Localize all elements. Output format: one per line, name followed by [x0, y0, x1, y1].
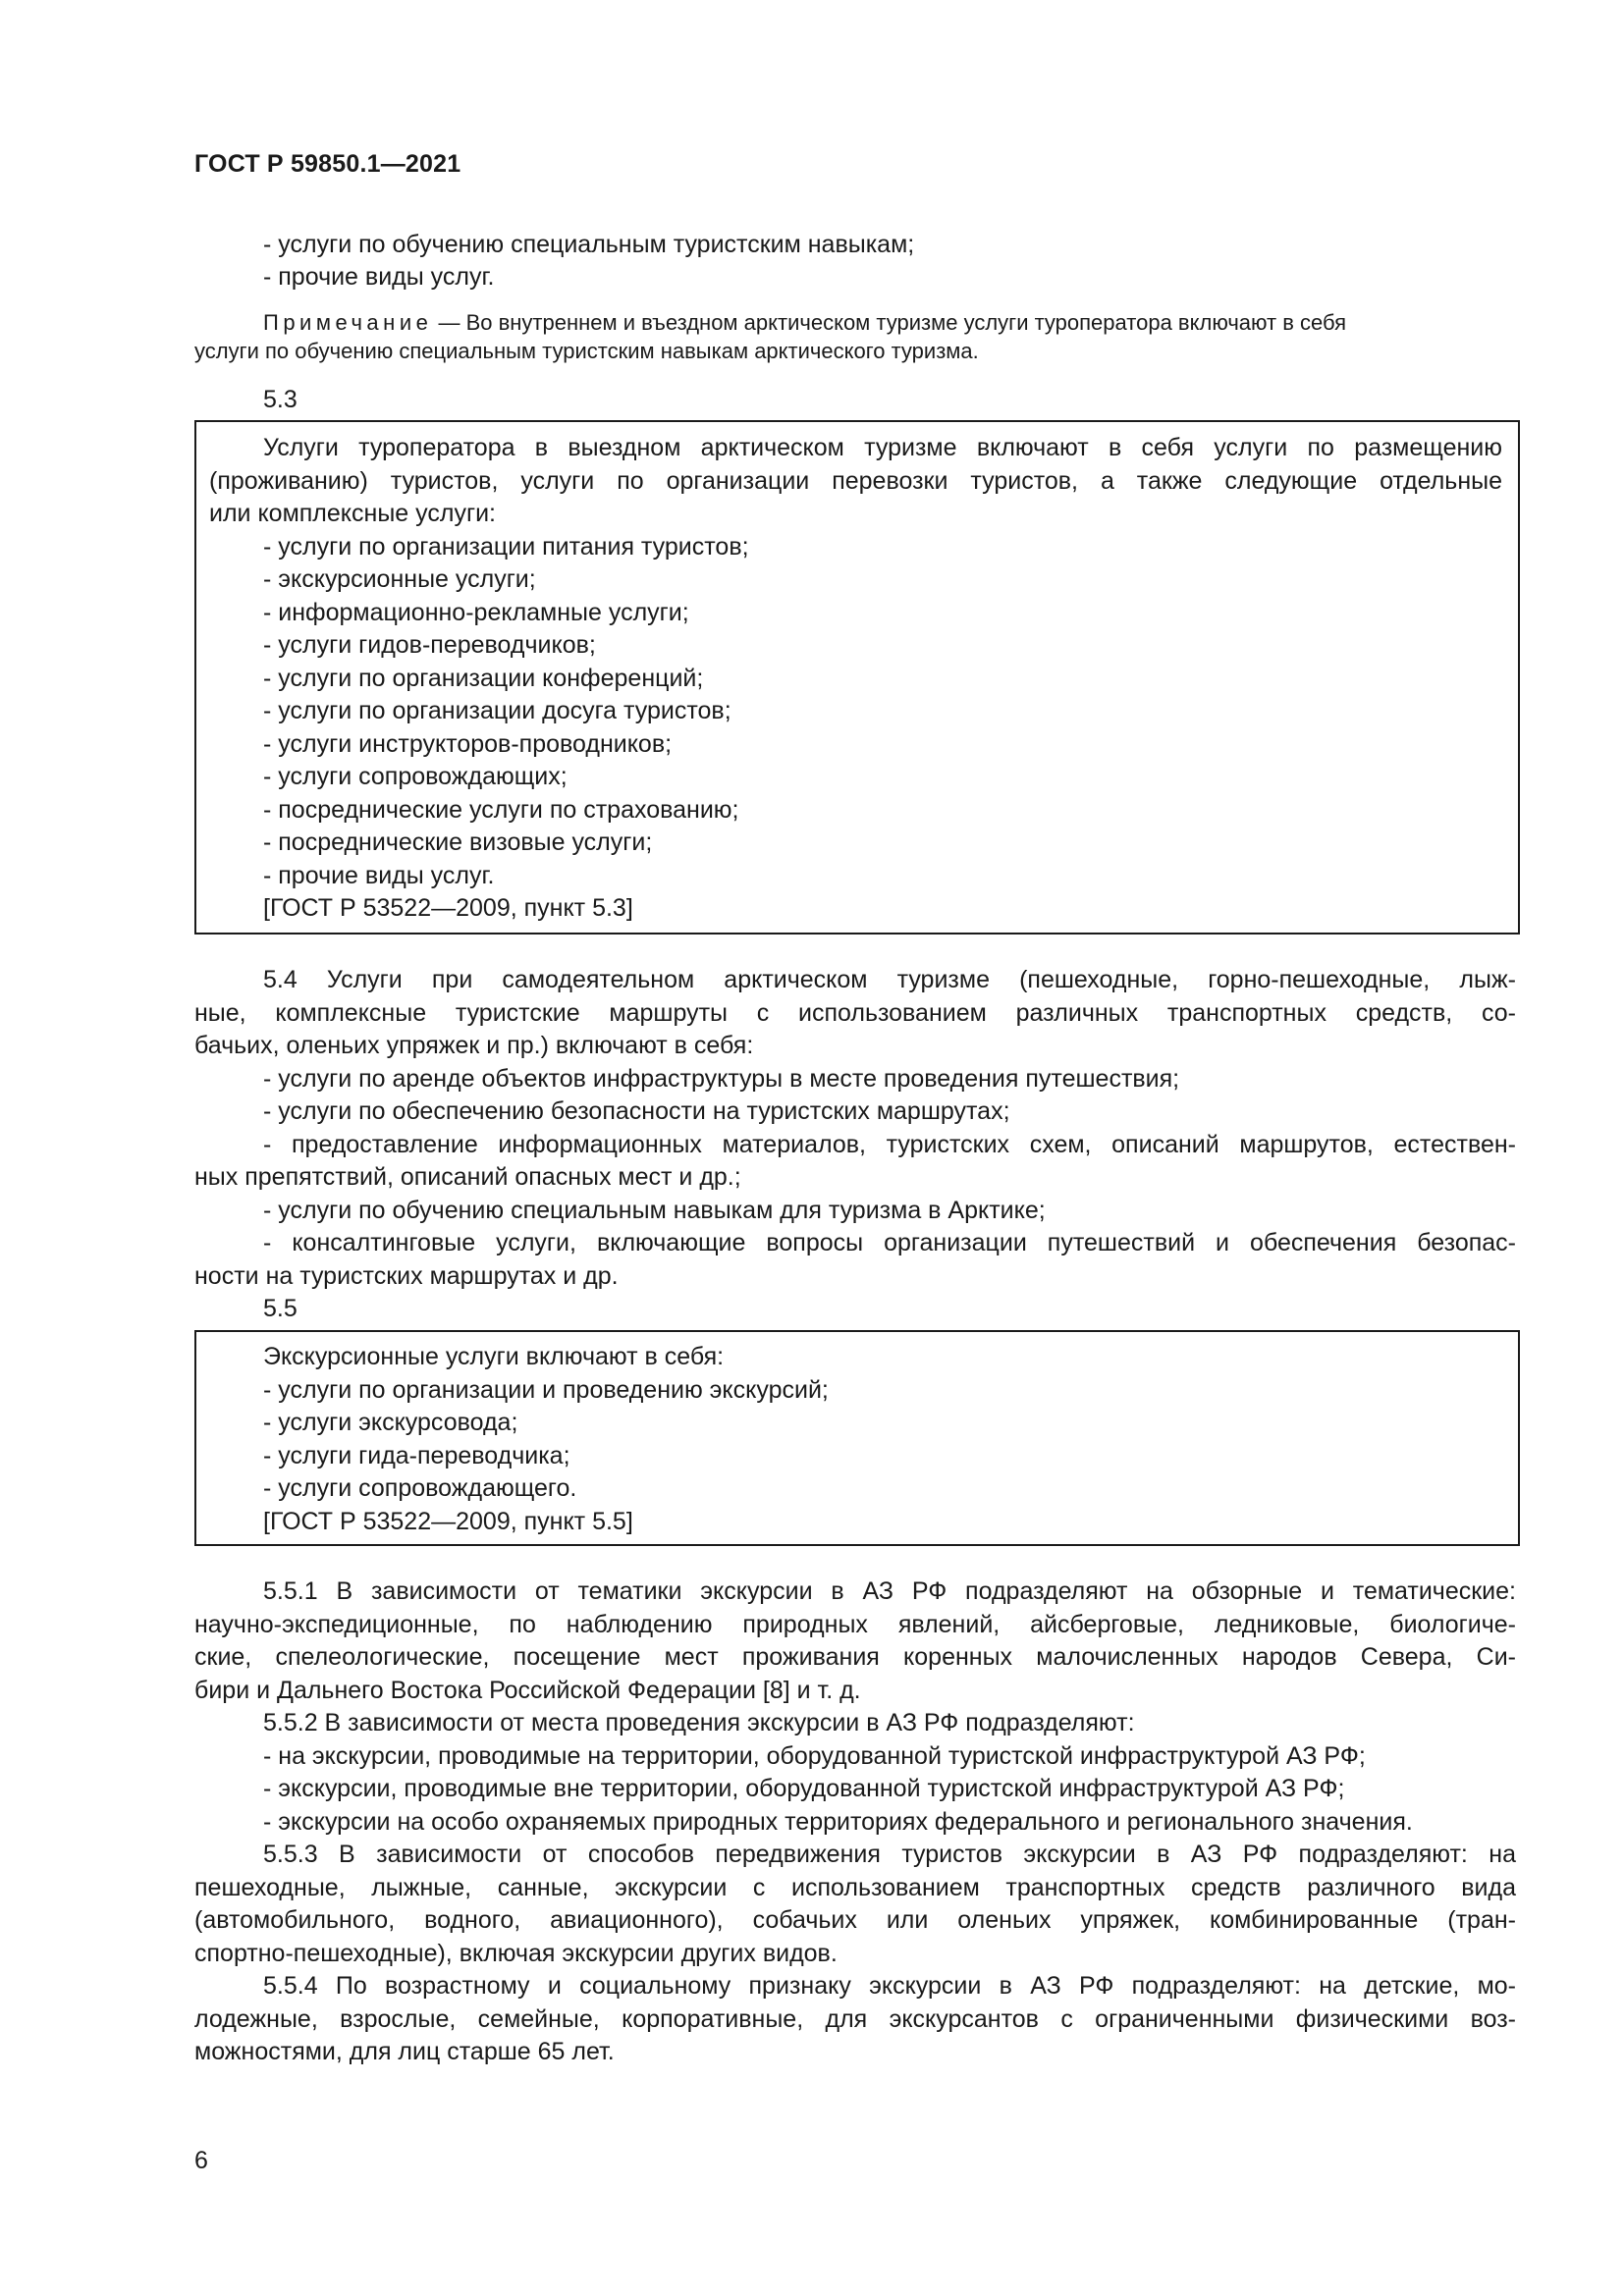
paragraph-line: бири и Дальнего Востока Российской Федерации [8] и т. д. — [194, 1677, 861, 1704]
paragraph-line: пешеходные, лыжные, санные, экскурсии с использованием транспортных средств различного вида — [194, 1874, 1516, 1901]
section-number: 5.5 — [263, 1295, 298, 1322]
list-item: - предоставление информационных материалов, туристских схем, описаний маршрутов, естествен- — [263, 1131, 1516, 1158]
list-item: - услуги инструкторов-проводников; — [263, 730, 673, 758]
note-label: Примечание — [263, 310, 433, 335]
list-item: ных препятствий, описаний опасных мест и др.; — [194, 1163, 741, 1191]
list-item: - экскурсии, проводимые вне территории, оборудованной туристской инфраструктурой АЗ РФ; — [263, 1775, 1345, 1802]
paragraph-line: ские, спелеологические, посещение мест проживания коренных малочисленных народов Севера, Си- — [194, 1643, 1516, 1671]
list-item: - услуги по обеспечению безопасности на туристских маршрутах; — [263, 1097, 1010, 1125]
source-reference: [ГОСТ Р 53522—2009, пункт 5.3] — [263, 894, 633, 922]
paragraph-line: 5.4 Услуги при самодеятельном арктическом туризме (пешеходные, горно-пешеходные, лыж- — [263, 966, 1516, 993]
list-item: - услуги по организации и проведению экскурсий; — [263, 1376, 829, 1404]
paragraph-line: лодежные, взрослые, семейные, корпоративные, для экскурсантов с ограниченными физическими воз- — [194, 2005, 1516, 2033]
paragraph-line: ные, комплексные туристские маршруты с использованием различных транспортных средств, со- — [194, 999, 1516, 1027]
list-item: - услуги экскурсовода; — [263, 1409, 518, 1436]
paragraph-line: 5.5.2 В зависимости от места проведения экскурсии в АЗ РФ подразделяют: — [263, 1709, 1135, 1736]
list-item: - услуги по организации досуга туристов; — [263, 697, 731, 724]
list-item: - услуги гида-переводчика; — [263, 1442, 570, 1469]
list-item: - услуги по обучению специальным туристским навыкам; — [263, 231, 915, 258]
list-item: - посреднические услуги по страхованию; — [263, 796, 739, 824]
list-item: - информационно-рекламные услуги; — [263, 599, 689, 626]
list-item: - услуги гидов-переводчиков; — [263, 631, 596, 659]
list-item: - прочие виды услуг. — [263, 263, 495, 291]
paragraph-line: научно-экспедиционные, по наблюдению природных явлений, айсберговые, ледниковые, биологиче- — [194, 1611, 1516, 1638]
paragraph-line: (автомобильного, водного, авиационного), собачьих или оленьих упряжек, комбинированные (тран- — [194, 1906, 1516, 1934]
list-item: - услуги по организации конференций; — [263, 665, 704, 692]
document-header: ГОСТ Р 59850.1—2021 — [194, 150, 461, 178]
page-number: 6 — [194, 2147, 208, 2174]
list-item: - экскурсии на особо охраняемых природных территориях федерального и регионального значения. — [263, 1808, 1413, 1836]
note-text: — Во внутреннем и въездном арктическом туризме услуги туроператора включают в себя — [432, 310, 1347, 335]
paragraph-line: Экскурсионные услуги включают в себя: — [263, 1343, 725, 1370]
paragraph-line: 5.5.4 По возрастному и социальному признаку экскурсии в АЗ РФ подразделяют: на детские, мо- — [263, 1972, 1516, 2000]
note-line: услуги по обучению специальным туристским навыкам арктического туризма. — [194, 339, 979, 363]
list-item: - услуги сопровождающего. — [263, 1474, 577, 1502]
source-reference: [ГОСТ Р 53522—2009, пункт 5.5] — [263, 1508, 633, 1535]
list-item: - услуги по организации питания туристов; — [263, 533, 749, 561]
list-item: - услуги по обучению специальным навыкам для туризма в Арктике; — [263, 1197, 1046, 1224]
list-item: - прочие виды услуг. — [263, 862, 495, 889]
list-item: - экскурсионные услуги; — [263, 565, 536, 593]
list-item: ности на туристских маршрутах и др. — [194, 1262, 619, 1290]
paragraph-line: 5.5.1 В зависимости от тематики экскурсии в АЗ РФ подразделяют на обзорные и тематические: — [263, 1577, 1516, 1605]
paragraph-line: 5.5.3 В зависимости от способов передвижения туристов экскурсии в АЗ РФ подразделяют: на — [263, 1841, 1516, 1868]
list-item: - посреднические визовые услуги; — [263, 828, 653, 856]
paragraph-line: бачьих, оленьих упряжек и пр.) включают в себя: — [194, 1032, 754, 1059]
list-item: - консалтинговые услуги, включающие вопросы организации путешествий и обеспечения безопас- — [263, 1229, 1516, 1256]
paragraph-line: спортно-пешеходные), включая экскурсии других видов. — [194, 1940, 838, 1967]
list-item: - на экскурсии, проводимые на территории, оборудованной туристской инфраструктурой АЗ РФ; — [263, 1742, 1366, 1770]
paragraph-line: Услуги туроператора в выездном арктическом туризме включают в себя услуги по размещению — [263, 434, 1502, 461]
list-item: - услуги сопровождающих; — [263, 763, 568, 790]
note-line — [263, 309, 1346, 337]
list-item: - услуги по аренде объектов инфраструктуры в месте проведения путешествия; — [263, 1065, 1180, 1093]
paragraph-line: или комплексные услуги: — [209, 500, 496, 527]
paragraph-line: (проживанию) туристов, услуги по организации перевозки туристов, а также следующие отдельные — [209, 467, 1502, 495]
section-number: 5.3 — [263, 386, 298, 413]
paragraph-line: можностями, для лиц старше 65 лет. — [194, 2038, 615, 2065]
